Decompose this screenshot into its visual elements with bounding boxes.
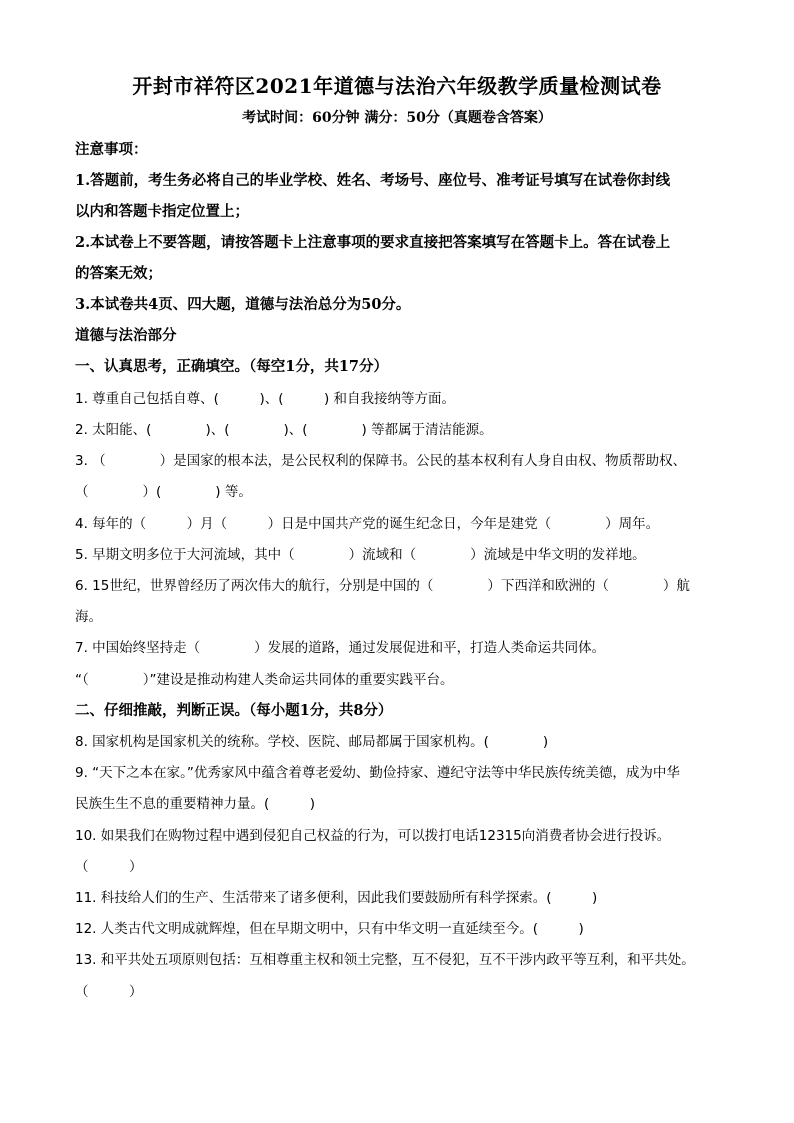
question-line: 6. 15世纪，世界曾经历了两次伟大的航行，分别是中国的（ ）下西洋和欧洲的（ ）航 xyxy=(75,578,690,594)
question-line: “（ ）”建设是推动构建人类命运共同体的重要实践平台。 xyxy=(75,672,454,688)
question-line: 5. 早期文明多位于大河流域，其中（ ）流域和（ ）流域是中华文明的发祥地。 xyxy=(75,547,646,563)
question-line: （ ） xyxy=(75,859,143,875)
notice-heading: 注意事项： xyxy=(75,141,148,158)
page-title: 开封市祥符区2021年道德与法治六年级教学质量检测试卷 xyxy=(132,74,662,98)
question-line: 9. “天下之本在家。”优秀家风中蕴含着尊老爱幼、勤俭持家、遵纪守法等中华民族传统美德，成为中华 xyxy=(75,765,680,781)
question-line: 4. 每年的（ ）月（ ）日是中国共产党的诞生纪念日，今年是建党（ ）周年。 xyxy=(75,516,660,532)
notice-line: 3.本试卷共4页、四大题，道德与法治总分为50分。 xyxy=(75,296,411,313)
question-line: 8. 国家机构是国家机关的统称。学校、医院、邮局都属于国家机构。( ) xyxy=(75,734,549,750)
question-line: 1. 尊重自己包括自尊、( )、( ) 和自我接纳等方面。 xyxy=(75,391,456,407)
question-line: 11. 科技给人们的生产、生活带来了诸多便利，因此我们要鼓励所有科学探索。( ) xyxy=(75,890,598,906)
question-line: 3. （ ）是国家的根本法，是公民权利的保障书。公民的基本权利有人身自由权、物质帮助权、 xyxy=(75,453,687,469)
section-heading: 一、认真思考，正确填空。（每空1分，共17分） xyxy=(75,358,389,375)
notice-line: 以内和答题卡指定位置上； xyxy=(75,203,249,220)
question-line: 2. 太阳能、( )、( )、( ) 等都属于清洁能源。 xyxy=(75,422,493,438)
question-line: （ ） xyxy=(75,984,143,1000)
question-line: 7. 中国始终坚持走（ ）发展的道路，通过发展促进和平，打造人类命运共同体。 xyxy=(75,640,606,656)
question-line: （ ）( ) 等。 xyxy=(75,484,252,500)
part-label: 道德与法治部分 xyxy=(75,327,177,344)
question-line: 民族生生不息的重要精神力量。( ) xyxy=(75,796,316,812)
notice-line: 1.答题前，考生务必将自己的毕业学校、姓名、考场号、座位号、准考证号填写在试卷你封线 xyxy=(75,172,671,189)
question-line: 13. 和平共处五项原则包括：互相尊重主权和领土完整，互不侵犯，互不干涉内政平等互利，和平共处。 xyxy=(75,952,695,968)
section-heading: 二、仔细推敲，判断正误。（每小题1分，共8分） xyxy=(75,702,393,719)
notice-line: 的答案无效； xyxy=(75,265,162,282)
question-line: 10. 如果我们在购物过程中遇到侵犯自己权益的行为，可以拨打电话12315向消费者协会进行投诉。 xyxy=(75,828,671,844)
exam-info: 考试时间：60分钟 满分：50分（真题卷含答案） xyxy=(242,110,552,126)
question-line: 12. 人类古代文明成就辉煌，但在早期文明中，只有中华文明一直延续至今。( ) xyxy=(75,921,584,937)
question-line: 海。 xyxy=(75,609,102,625)
notice-line: 2.本试卷上不要答题，请按答题卡上注意事项的要求直接把答案填写在答题卡上。答在试卷上 xyxy=(75,234,671,251)
